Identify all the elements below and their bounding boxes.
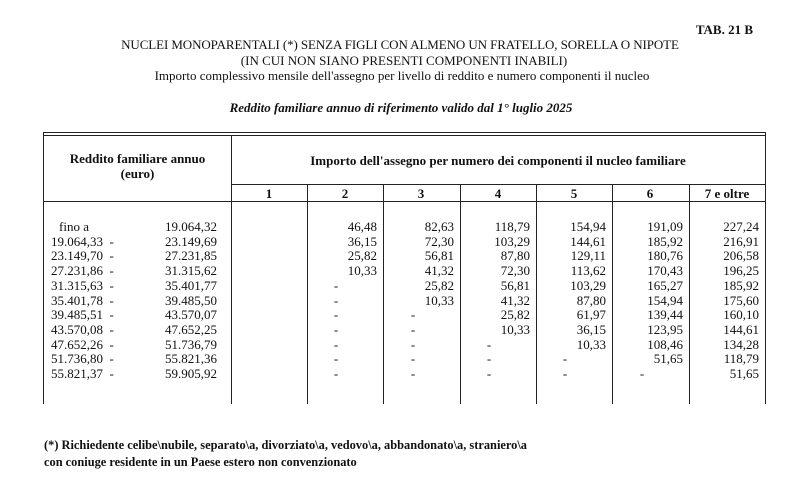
amount-cell: 10,33 bbox=[424, 292, 454, 308]
income-header-line1: Reddito familiare annuo bbox=[69, 151, 206, 166]
income-from: 31.315,63 - bbox=[51, 277, 114, 293]
amount-cell: - bbox=[333, 336, 339, 352]
amount-cell: 36,15 bbox=[576, 321, 606, 337]
income-from: 35.401,78 - bbox=[51, 292, 114, 308]
amount-cell: 61,97 bbox=[576, 307, 606, 323]
footnote-line-1: (*) Richiedente celibe\nubile, separato\a, divorziato\a, vedovo\a, abbandonato\a, straniero\a bbox=[44, 438, 527, 452]
column-header: 6 bbox=[646, 186, 654, 201]
amount-cell: - bbox=[333, 351, 339, 367]
amount-cell: 129,11 bbox=[570, 248, 606, 264]
amount-cell: - bbox=[410, 321, 416, 337]
column-header: 4 bbox=[494, 186, 502, 201]
amount-cell: 10,33 bbox=[576, 336, 606, 352]
amount-cell: - bbox=[486, 366, 492, 381]
amount-cell: - bbox=[410, 351, 416, 367]
amount-cell: 216,91 bbox=[723, 233, 759, 249]
amount-cell: 144,61 bbox=[723, 321, 759, 337]
income-from: 27.231,86 - bbox=[51, 263, 114, 279]
table-top-border bbox=[43, 132, 766, 133]
income-from: 55.821,37 - bbox=[51, 366, 114, 381]
amount-cell: 154,94 bbox=[647, 292, 683, 308]
amount-cell: 41,32 bbox=[500, 292, 530, 308]
amount-cell: 46,48 bbox=[347, 219, 377, 234]
amount-cell: 154,94 bbox=[570, 219, 606, 234]
income-to: 59.905,92 bbox=[165, 366, 217, 381]
amount-cell: 36,15 bbox=[347, 233, 377, 249]
amount-cell: - bbox=[562, 366, 568, 381]
column-header: 2 bbox=[341, 186, 349, 201]
amount-cell: 72,30 bbox=[424, 233, 454, 249]
amount-cell: - bbox=[410, 366, 416, 381]
amount-cell: 134,28 bbox=[723, 336, 759, 352]
income-to: 31.315,62 bbox=[165, 263, 217, 279]
income-header bbox=[44, 151, 231, 181]
income-to: 39.485,50 bbox=[165, 292, 217, 308]
amount-cell: - bbox=[639, 366, 645, 381]
amount-cell: 185,92 bbox=[647, 233, 683, 249]
amount-cell: - bbox=[333, 321, 339, 337]
label-column-divider bbox=[231, 135, 232, 404]
amount-cell: 139,44 bbox=[647, 307, 683, 323]
amount-cell: 41,32 bbox=[424, 263, 454, 279]
amount-cell: - bbox=[410, 336, 416, 352]
footnote-line-2: con coniuge residente in un Paese estero non convenzionato bbox=[44, 455, 357, 469]
income-from: 43.570,08 - bbox=[51, 321, 114, 337]
column-header: 7 e oltre bbox=[704, 186, 750, 201]
income-to: 23.149,69 bbox=[165, 233, 217, 249]
income-to: 51.736,79 bbox=[165, 336, 217, 352]
amount-cell: 118,79 bbox=[723, 351, 759, 367]
amount-cell: 10,33 bbox=[347, 263, 377, 279]
amount-cell: 123,95 bbox=[647, 321, 683, 337]
amount-cell: 51,65 bbox=[653, 351, 683, 367]
amount-cell: 87,80 bbox=[576, 292, 606, 308]
table-right-border bbox=[765, 132, 766, 404]
amount-cell: - bbox=[333, 277, 339, 293]
amount-cell: 103,29 bbox=[494, 233, 530, 249]
amount-cell: 25,82 bbox=[500, 307, 530, 323]
amount-header: Importo dell'assegno per numero dei componenti il nucleo familiare bbox=[310, 153, 686, 168]
income-from: fino a bbox=[59, 219, 89, 234]
title-line-2: (IN CUI NON SIANO PRESENTI COMPONENTI INABILI) bbox=[240, 53, 568, 68]
amount-cell: 175,60 bbox=[723, 292, 759, 308]
column-header: 1 bbox=[265, 186, 273, 201]
table-top-border-inner bbox=[43, 135, 766, 136]
amount-cell: - bbox=[333, 292, 339, 308]
amount-cell: 160,10 bbox=[723, 307, 759, 323]
amount-cell: - bbox=[486, 351, 492, 367]
amount-cell: 72,30 bbox=[500, 263, 530, 279]
column-header: 3 bbox=[417, 186, 425, 201]
subtitle: Importo complessivo mensile dell'assegno per livello di reddito e numero componenti il nucleo bbox=[154, 68, 650, 83]
income-to: 47.652,25 bbox=[165, 321, 217, 337]
income-from: 19.064,33 - bbox=[51, 233, 114, 249]
amount-cell: 56,81 bbox=[424, 248, 454, 264]
amount-cell: 118,79 bbox=[494, 219, 530, 234]
income-from: 39.485,51 - bbox=[51, 307, 114, 323]
amount-cell: - bbox=[333, 307, 339, 323]
amount-cell: 206,58 bbox=[723, 248, 759, 264]
income-from: 47.652,26 - bbox=[51, 336, 114, 352]
amount-cell: 25,82 bbox=[347, 248, 377, 264]
amount-cell: 113,62 bbox=[570, 263, 606, 279]
table-code: TAB. 21 B bbox=[695, 22, 753, 37]
income-from: 23.149,70 - bbox=[51, 248, 114, 264]
amount-cell: 191,09 bbox=[647, 219, 683, 234]
amount-cell: 103,29 bbox=[570, 277, 606, 293]
column-header: 5 bbox=[570, 186, 578, 201]
amount-cell: - bbox=[410, 307, 416, 323]
amount-cell: 51,65 bbox=[729, 366, 759, 381]
amount-cell: 196,25 bbox=[723, 263, 759, 279]
amount-cell: 144,61 bbox=[570, 233, 606, 249]
amount-cell: 180,76 bbox=[647, 248, 683, 264]
amount-cell: 185,92 bbox=[723, 277, 759, 293]
reference-period: Reddito familiare annuo di riferimento valido dal 1° luglio 2025 bbox=[229, 100, 573, 115]
header-divider bbox=[231, 184, 766, 185]
income-to: 35.401,77 bbox=[165, 277, 217, 293]
title-line-1: NUCLEI MONOPARENTALI (*) SENZA FIGLI CON ALMENO UN FRATELLO, SORELLA O NIPOTE bbox=[121, 37, 679, 52]
amount-cell: 87,80 bbox=[500, 248, 530, 264]
amount-cell: 25,82 bbox=[424, 277, 454, 293]
amount-cell: - bbox=[486, 336, 492, 352]
amount-cell: 108,46 bbox=[647, 336, 683, 352]
income-from: 51.736,80 - bbox=[51, 351, 114, 367]
income-to: 27.231,85 bbox=[165, 248, 217, 264]
amount-cell: 170,43 bbox=[647, 263, 683, 279]
amount-cell: 10,33 bbox=[500, 321, 530, 337]
income-header-line2: (euro) bbox=[120, 166, 155, 181]
amount-cell: - bbox=[562, 351, 568, 367]
amount-cell: 227,24 bbox=[723, 219, 759, 234]
income-to: 43.570,07 bbox=[165, 307, 217, 323]
footnote bbox=[44, 437, 527, 471]
amount-cell: 82,63 bbox=[424, 219, 454, 234]
amount-cell: - bbox=[333, 366, 339, 381]
income-to: 19.064,32 bbox=[165, 219, 217, 234]
amount-cell: 165,27 bbox=[647, 277, 683, 293]
amount-cell: 56,81 bbox=[500, 277, 530, 293]
income-to: 55.821,36 bbox=[165, 351, 217, 367]
